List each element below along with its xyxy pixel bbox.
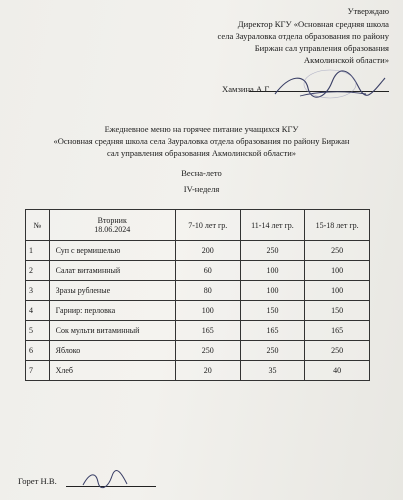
- row-portion-11-14: 150: [240, 301, 305, 321]
- row-portion-11-14: 100: [240, 281, 305, 301]
- row-dish: Зразы рубленые: [49, 281, 175, 301]
- table-row: [26, 361, 370, 381]
- row-num: 5: [26, 321, 50, 341]
- row-portion-15-18: 250: [305, 341, 370, 361]
- row-num: 7: [26, 361, 50, 381]
- header-num: №: [26, 210, 50, 241]
- header-age-11-14: 11-14 лет гр.: [240, 210, 305, 241]
- footer-signature: [80, 470, 130, 490]
- approval-line-4: Акмолинской области»: [303, 55, 389, 66]
- menu-table: [25, 209, 370, 381]
- menu-title-line-2: «Основная средняя школа села Зауралoвка отдела образования по району Биржан: [53, 136, 350, 146]
- table-row: [26, 261, 370, 281]
- row-num: 4: [26, 301, 50, 321]
- row-portion-15-18: 100: [305, 261, 370, 281]
- row-num: 1: [26, 241, 50, 261]
- row-dish: Гарнир: перловка: [49, 301, 175, 321]
- row-dish: Яблоко: [49, 341, 175, 361]
- row-portion-11-14: 250: [240, 341, 305, 361]
- row-num: 6: [26, 341, 50, 361]
- row-portion-11-14: 35: [240, 361, 305, 381]
- table-row: [26, 321, 370, 341]
- row-dish: Хлеб: [49, 361, 175, 381]
- row-num: 3: [26, 281, 50, 301]
- table-row: [26, 281, 370, 301]
- row-portion-7-10: 200: [175, 241, 240, 261]
- row-portion-11-14: 100: [240, 261, 305, 281]
- row-portion-15-18: 165: [305, 321, 370, 341]
- approval-line-1: Директор КГУ «Основная средняя школа: [237, 19, 389, 30]
- menu-week: IV-неделя: [183, 184, 220, 194]
- row-portion-7-10: 250: [175, 341, 240, 361]
- row-portion-15-18: 40: [305, 361, 370, 381]
- header-date: 18.06.2024: [94, 225, 131, 234]
- table-header-row: [26, 210, 370, 241]
- row-portion-7-10: 20: [175, 361, 240, 381]
- approval-signatory: Хамзина А.Г.: [222, 84, 271, 94]
- row-portion-11-14: 250: [240, 241, 305, 261]
- header-age-7-10: 7-10 лет гр.: [175, 210, 240, 241]
- menu-title-line-1: Ежедневное меню на горячее питание учащихся КГУ: [104, 124, 299, 134]
- row-portion-7-10: 80: [175, 281, 240, 301]
- approval-heading: Утверждаю: [347, 7, 389, 16]
- row-dish: Сок мульти витаминный: [49, 321, 175, 341]
- table-row: [26, 341, 370, 361]
- row-portion-7-10: 165: [175, 321, 240, 341]
- approval-line-2: села Зауралoвка отдела образования по району: [217, 31, 389, 42]
- menu-title-line-3: сал управления образования Акмолинской области»: [106, 148, 297, 158]
- header-day: [49, 210, 175, 241]
- row-dish: Салат витаминный: [49, 261, 175, 281]
- row-dish: Суп с вермишелью: [49, 241, 175, 261]
- row-portion-15-18: 150: [305, 301, 370, 321]
- header-day-name: Вторник: [97, 216, 127, 225]
- approval-block: [159, 6, 389, 66]
- director-signature: [270, 66, 390, 106]
- row-portion-7-10: 100: [175, 301, 240, 321]
- row-num: 2: [26, 261, 50, 281]
- row-portion-7-10: 60: [175, 261, 240, 281]
- menu-season: Весна-лето: [181, 168, 222, 178]
- row-portion-11-14: 165: [240, 321, 305, 341]
- header-age-15-18: 15-18 лет гр.: [305, 210, 370, 241]
- footer-signatory: Горет Н.В.: [18, 476, 57, 486]
- row-portion-15-18: 250: [305, 241, 370, 261]
- approval-line-3: Биржан сал управления образования: [254, 43, 389, 54]
- row-portion-15-18: 100: [305, 281, 370, 301]
- table-row: [26, 241, 370, 261]
- table-row: [26, 301, 370, 321]
